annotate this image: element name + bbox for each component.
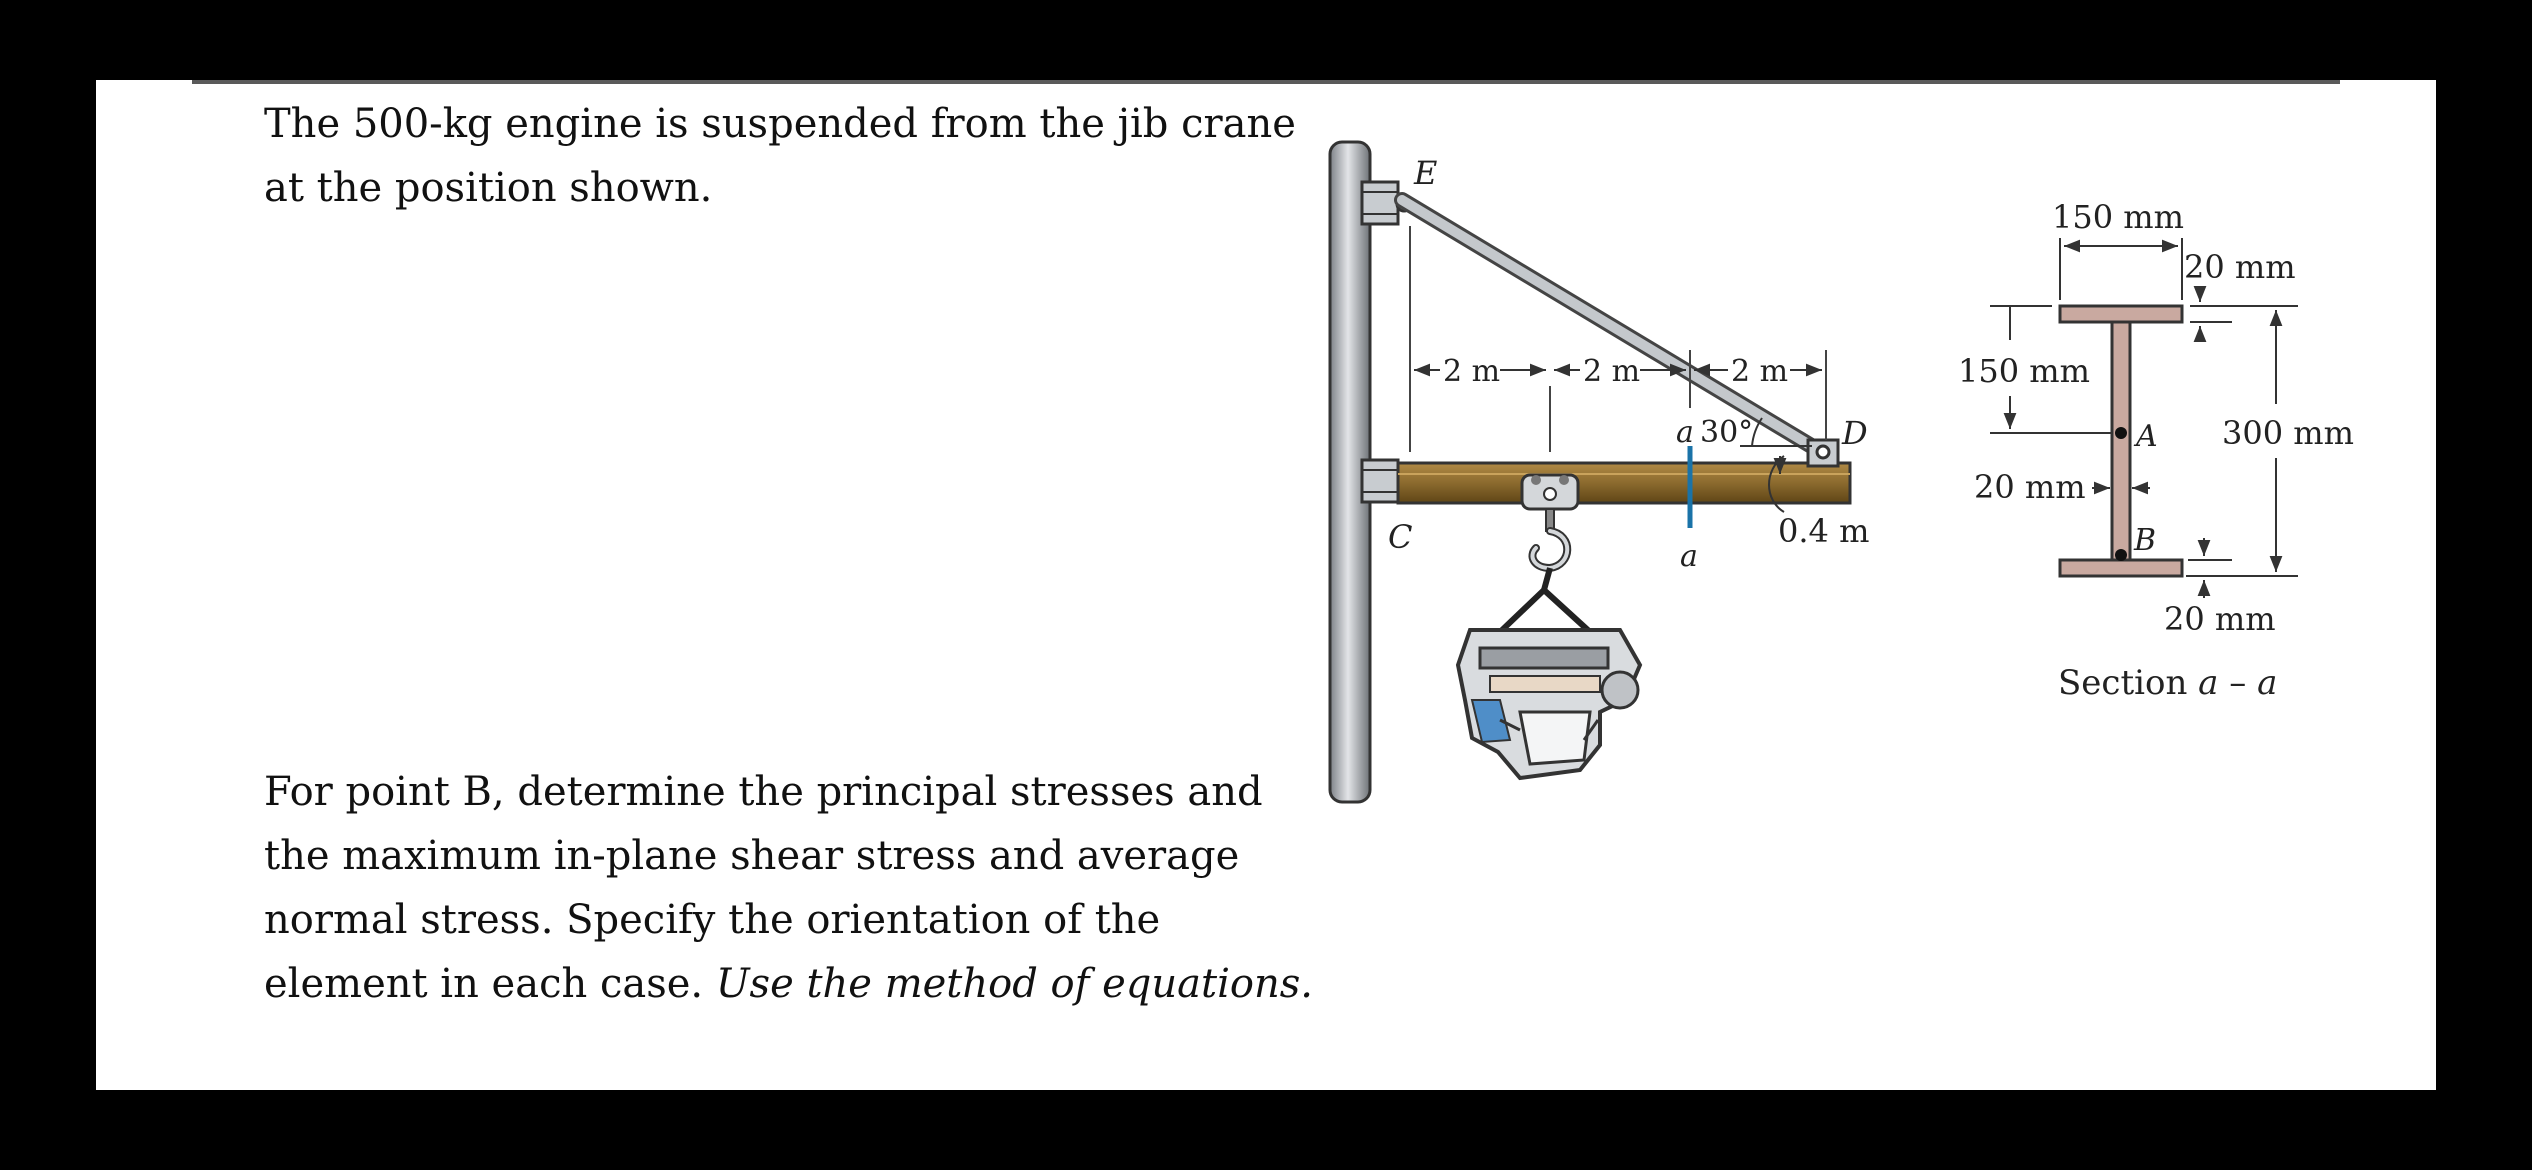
- dim-label-1: 2 m: [1443, 354, 1501, 389]
- section-caption: Section a – a: [2058, 663, 2278, 703]
- label-flange-width: 150 mm: [2052, 198, 2184, 236]
- bottom-flange: [2060, 560, 2182, 576]
- label-angle: 30°: [1700, 415, 1754, 450]
- question-line-3: normal stress. Specify the orientation of the: [264, 897, 1161, 943]
- bracket-C: [1362, 460, 1398, 502]
- intro-line-1: The 500-kg engine is suspended from the jib crane: [264, 101, 1296, 147]
- section-figure: [1958, 198, 2354, 703]
- end-D: [1808, 440, 1838, 466]
- question-line-2: the maximum in-plane shear stress and average: [264, 833, 1240, 879]
- dim-flange-width: [2060, 238, 2182, 300]
- jib-crane-figure: [1330, 142, 1869, 802]
- point-A-marker: [2115, 427, 2127, 439]
- label-bottom-flange-thk: 20 mm: [2164, 600, 2276, 638]
- label-D: D: [1842, 414, 1868, 452]
- lifting-chains: [1500, 568, 1590, 632]
- question-line-4-italic: Use the method of equations.: [715, 961, 1313, 1007]
- label-A: A: [2136, 419, 2158, 454]
- web: [2112, 322, 2130, 560]
- top-flange: [2060, 306, 2182, 322]
- engine-load: [1458, 630, 1640, 778]
- label-E: E: [1414, 154, 1438, 192]
- dim-bottom-flange-thk: [2188, 538, 2232, 598]
- label-top-flange-thk: 20 mm: [2184, 248, 2296, 286]
- point-B-marker: [2115, 549, 2127, 561]
- label-A-height: 150 mm: [1958, 352, 2090, 390]
- question-line-4-plain: element in each case.: [264, 961, 716, 1007]
- dim-label-offset: 0.4 m: [1778, 512, 1870, 550]
- label-a-bottom: a: [1680, 539, 1698, 574]
- label-B: B: [2134, 523, 2157, 558]
- dim-label-3: 2 m: [1731, 354, 1789, 389]
- label-web-thk: 20 mm: [1974, 468, 2086, 506]
- label-C: C: [1388, 518, 1413, 556]
- label-total-depth: 300 mm: [2222, 414, 2354, 452]
- label-a-top: a: [1676, 415, 1694, 450]
- intro-line-2: at the position shown.: [264, 165, 713, 211]
- dim-label-2: 2 m: [1583, 354, 1641, 389]
- question-line-1: For point B, determine the principal stresses and: [264, 769, 1263, 815]
- trolley-hook: [1522, 475, 1578, 568]
- dim-top-flange-thk: [2190, 288, 2298, 342]
- crane-beam: [1398, 463, 1850, 503]
